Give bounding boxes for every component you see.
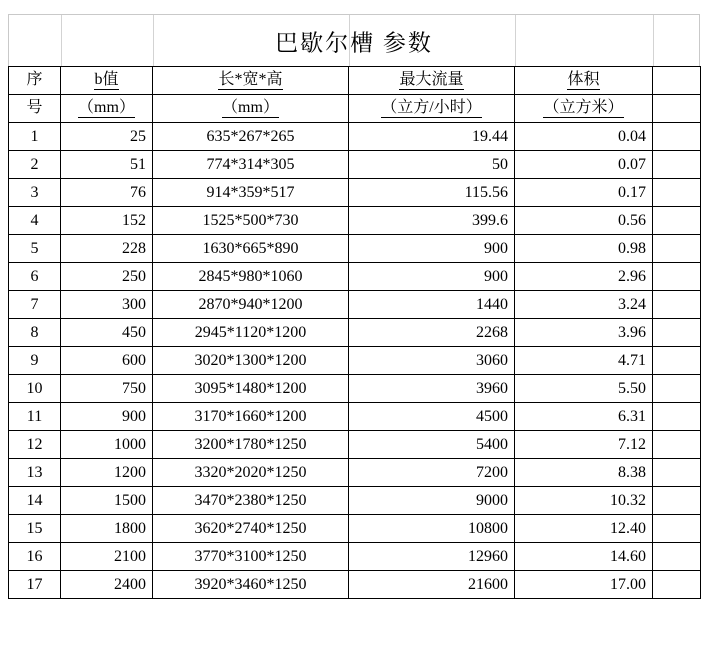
cell-empty [653,347,701,375]
cell-maxflow: 399.6 [349,207,515,235]
header-cell-bvalue: b值 [61,67,153,95]
cell-bvalue: 228 [61,235,153,263]
cell-bvalue: 25 [61,123,153,151]
cell-empty [653,319,701,347]
cell-bvalue: 250 [61,263,153,291]
cell-seq: 5 [9,235,61,263]
cell-dimensions: 3770*3100*1250 [153,543,349,571]
cell-dimensions: 3200*1780*1250 [153,431,349,459]
table-row [9,263,701,291]
cell-empty [653,123,701,151]
cell-empty [653,375,701,403]
table-row [9,431,701,459]
cell-maxflow: 50 [349,151,515,179]
cell-maxflow: 115.56 [349,179,515,207]
cell-seq: 12 [9,431,61,459]
cell-dimensions: 1525*500*730 [153,207,349,235]
cell-seq: 16 [9,543,61,571]
cell-maxflow: 1440 [349,291,515,319]
cell-empty [653,207,701,235]
cell-volume: 3.96 [515,319,653,347]
cell-maxflow: 3960 [349,375,515,403]
cell-maxflow: 5400 [349,431,515,459]
cell-seq: 14 [9,487,61,515]
header-unit-maxflow: （立方/小时） [349,95,515,123]
table-row [9,403,701,431]
cell-volume: 0.04 [515,123,653,151]
cell-maxflow: 900 [349,235,515,263]
cell-volume: 8.38 [515,459,653,487]
cell-bvalue: 900 [61,403,153,431]
cell-maxflow: 3060 [349,347,515,375]
cell-bvalue: 2100 [61,543,153,571]
cell-volume: 0.17 [515,179,653,207]
cell-seq: 3 [9,179,61,207]
table-row [9,235,701,263]
table-row [9,543,701,571]
header-cell-maxflow: 最大流量 [349,67,515,95]
cell-bvalue: 76 [61,179,153,207]
cell-seq: 13 [9,459,61,487]
cell-dimensions: 1630*665*890 [153,235,349,263]
cell-volume: 12.40 [515,515,653,543]
cell-dimensions: 2870*940*1200 [153,291,349,319]
cell-dimensions: 3170*1660*1200 [153,403,349,431]
cell-volume: 4.71 [515,347,653,375]
table-row [9,487,701,515]
cell-seq: 7 [9,291,61,319]
cell-bvalue: 51 [61,151,153,179]
header-unit-bvalue: （mm） [61,95,153,123]
cell-seq: 1 [9,123,61,151]
table-row [9,347,701,375]
header-unit-volume: （立方米） [515,95,653,123]
table-row [9,291,701,319]
cell-empty [653,179,701,207]
cell-volume: 5.50 [515,375,653,403]
table-row [9,571,701,599]
cell-seq: 4 [9,207,61,235]
cell-bvalue: 600 [61,347,153,375]
header-cell-dimensions: 长*宽*高 [153,67,349,95]
cell-empty [653,431,701,459]
cell-dimensions: 3620*2740*1250 [153,515,349,543]
cell-dimensions: 2945*1120*1200 [153,319,349,347]
cell-maxflow: 10800 [349,515,515,543]
cell-volume: 7.12 [515,431,653,459]
table-row [9,459,701,487]
cell-seq: 9 [9,347,61,375]
cell-empty [653,487,701,515]
cell-dimensions: 3470*2380*1250 [153,487,349,515]
cell-volume: 6.31 [515,403,653,431]
cell-volume: 0.07 [515,151,653,179]
title-band [8,14,700,66]
cell-empty [653,543,701,571]
cell-bvalue: 1800 [61,515,153,543]
cell-empty [653,263,701,291]
cell-maxflow: 19.44 [349,123,515,151]
header-unit-seq: 号 [9,95,61,123]
table-row [9,179,701,207]
spreadsheet-sheet [8,14,700,599]
cell-bvalue: 450 [61,319,153,347]
parameters-table [8,66,701,599]
header-cell-volume: 体积 [515,67,653,95]
cell-bvalue: 1000 [61,431,153,459]
cell-bvalue: 750 [61,375,153,403]
cell-empty [653,291,701,319]
cell-volume: 2.96 [515,263,653,291]
table-row [9,375,701,403]
cell-maxflow: 9000 [349,487,515,515]
header-cell-seq: 序 [9,67,61,95]
cell-bvalue: 152 [61,207,153,235]
table-row [9,515,701,543]
table-header-row-1 [9,67,701,95]
cell-empty [653,515,701,543]
table-row [9,123,701,151]
cell-seq: 6 [9,263,61,291]
cell-dimensions: 774*314*305 [153,151,349,179]
cell-bvalue: 2400 [61,571,153,599]
cell-volume: 0.98 [515,235,653,263]
cell-dimensions: 635*267*265 [153,123,349,151]
cell-bvalue: 300 [61,291,153,319]
cell-empty [653,151,701,179]
cell-dimensions: 3320*2020*1250 [153,459,349,487]
cell-seq: 17 [9,571,61,599]
cell-empty [653,235,701,263]
cell-volume: 10.32 [515,487,653,515]
cell-volume: 17.00 [515,571,653,599]
table-row [9,207,701,235]
cell-maxflow: 21600 [349,571,515,599]
cell-maxflow: 900 [349,263,515,291]
cell-volume: 0.56 [515,207,653,235]
table-row [9,151,701,179]
page-title: 巴歇尔槽 参数 [275,30,433,55]
cell-seq: 2 [9,151,61,179]
cell-seq: 10 [9,375,61,403]
cell-dimensions: 3020*1300*1200 [153,347,349,375]
cell-maxflow: 4500 [349,403,515,431]
cell-bvalue: 1500 [61,487,153,515]
cell-seq: 11 [9,403,61,431]
cell-empty [653,459,701,487]
cell-dimensions: 3095*1480*1200 [153,375,349,403]
cell-maxflow: 12960 [349,543,515,571]
header-unit-empty [653,95,701,123]
cell-maxflow: 7200 [349,459,515,487]
cell-dimensions: 2845*980*1060 [153,263,349,291]
header-unit-dimensions: （mm） [153,95,349,123]
cell-bvalue: 1200 [61,459,153,487]
cell-seq: 15 [9,515,61,543]
header-cell-empty [653,67,701,95]
cell-volume: 14.60 [515,543,653,571]
cell-volume: 3.24 [515,291,653,319]
cell-dimensions: 3920*3460*1250 [153,571,349,599]
cell-empty [653,571,701,599]
cell-dimensions: 914*359*517 [153,179,349,207]
cell-seq: 8 [9,319,61,347]
table-row [9,319,701,347]
cell-empty [653,403,701,431]
table-header-row-2 [9,95,701,123]
cell-maxflow: 2268 [349,319,515,347]
